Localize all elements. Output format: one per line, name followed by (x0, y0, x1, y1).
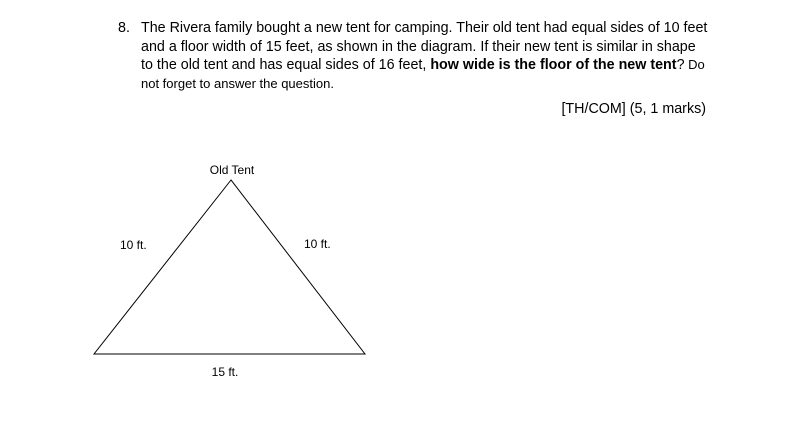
right-side-label: 10 ft. (304, 237, 331, 251)
diagram-title: Old Tent (209, 163, 255, 177)
question-text-part1: The Rivera family bought a new tent for camping. Their old tent had equal sides of 10 feet and a floor width of 15 feet, as shown in the diagram. If their new tent is similar in shape to the old tent and has equal sides of 16 feet, (141, 20, 708, 73)
question-text-part2: ? (676, 57, 685, 73)
left-side-label: 10 ft. (120, 238, 147, 252)
marks-label: [TH/COM] (5, 1 marks) (561, 101, 706, 117)
base-label: 15 ft. (211, 365, 239, 379)
tent-triangle (94, 180, 365, 354)
question-number: 8. (118, 20, 130, 36)
question-reminder: Do not forget to answer the question. (141, 57, 705, 91)
question-text-bold: how wide is the floor of the new tent (430, 57, 677, 73)
